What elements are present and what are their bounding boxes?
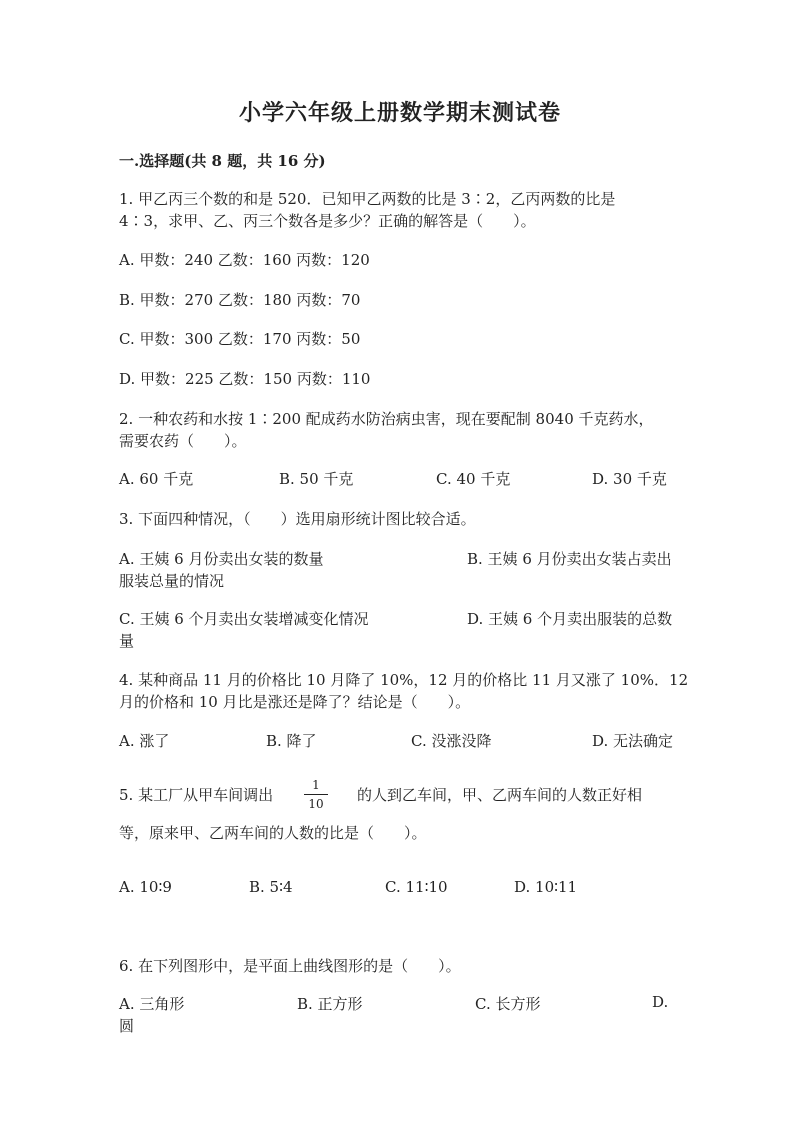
q6-option-d[interactable]: D. [652,993,669,1011]
q3-option-c[interactable]: C. 王姨 6 个月卖出女装增减变化情况 [119,610,369,628]
q6-text-line1: 6. 在下列图形中，是平面上曲线图形的是（ ）。 [119,957,461,975]
q2-option-c[interactable]: C. 40 千克 [436,470,511,488]
q4-option-b[interactable]: B. 降了 [266,732,317,750]
q2-text-line2: 需要农药（ ）。 [119,432,247,450]
q3-text-line1: 3. 下面四种情况，（ ）选用扇形统计图比较合适。 [119,510,476,528]
q6-option-b[interactable]: B. 正方形 [297,995,363,1013]
q6-option-d-cont[interactable]: 圆 [119,1017,135,1035]
q5-option-b[interactable]: B. 5∶4 [249,878,293,896]
q2-option-d[interactable]: D. 30 千克 [592,470,667,488]
q3-option-b[interactable]: B. 王姨 6 月份卖出女装占卖出 [467,550,672,568]
q1-option-a[interactable]: A. 甲数：240 乙数：160 丙数：120 [119,251,370,269]
section-heading: 一.选择题(共 8 题，共 16 分) [119,152,326,170]
q2-option-b[interactable]: B. 50 千克 [279,470,354,488]
q4-text-line1: 4. 某种商品 11 月的价格比 10 月降了 10%，12 月的价格比 11 月又涨了 10%．12 [119,671,689,689]
q6-option-c[interactable]: C. 长方形 [475,995,541,1013]
q1-text-line1: 1. 甲乙丙三个数的和是 520．已知甲乙两数的比是 3∶2，乙丙两数的比是 [119,190,616,208]
q1-option-b[interactable]: B. 甲数：270 乙数：180 丙数：70 [119,291,361,309]
q5-fraction-numerator: 1 [312,778,320,792]
q5-fraction [304,778,328,811]
q1-option-d[interactable]: D. 甲数：225 乙数：150 丙数：110 [119,370,371,388]
q6-option-a[interactable]: A. 三角形 [119,995,185,1013]
page-title: 小学六年级上册数学期末测试卷 [238,100,561,126]
q3-option-a[interactable]: A. 王姨 6 月份卖出女装的数量 [119,550,324,568]
q4-option-a[interactable]: A. 涨了 [119,732,170,750]
q5-fraction-denominator: 10 [308,797,324,811]
q4-text-line2: 月的价格和 10 月比是涨还是降了？结论是（ ）。 [119,693,471,711]
q4-option-d[interactable]: D. 无法确定 [592,732,674,750]
q3-option-d-cont[interactable]: 量 [119,632,135,650]
q5-option-d[interactable]: D. 10∶11 [514,878,578,896]
q2-text-line1: 2. 一种农药和水按 1∶200 配成药水防治病虫害，现在要配制 8040 千克药水， [119,410,654,428]
q1-text-line2: 4∶3，求甲、乙、丙三个数各是多少？正确的解答是（ ）。 [119,212,536,230]
q5-text-pre: 5. 某工厂从甲车间调出 [119,786,274,804]
q3-option-d[interactable]: D. 王姨 6 个月卖出服装的总数 [467,610,673,628]
q5-option-c[interactable]: C. 11∶10 [385,878,448,896]
q2-option-a[interactable]: A. 60 千克 [119,470,194,488]
q5-fraction-bar [304,794,328,795]
q4-option-c[interactable]: C. 没涨没降 [411,732,492,750]
q3-option-b-cont[interactable]: 服装总量的情况 [119,572,225,590]
q5-text-post: 的人到乙车间，甲、乙两车间的人数正好相 [357,786,643,804]
q1-option-c[interactable]: C. 甲数：300 乙数：170 丙数：50 [119,330,361,348]
q5-option-a[interactable]: A. 10∶9 [119,878,172,896]
q5-text-line2: 等，原来甲、乙两车间的人数的比是（ ）。 [119,824,427,842]
